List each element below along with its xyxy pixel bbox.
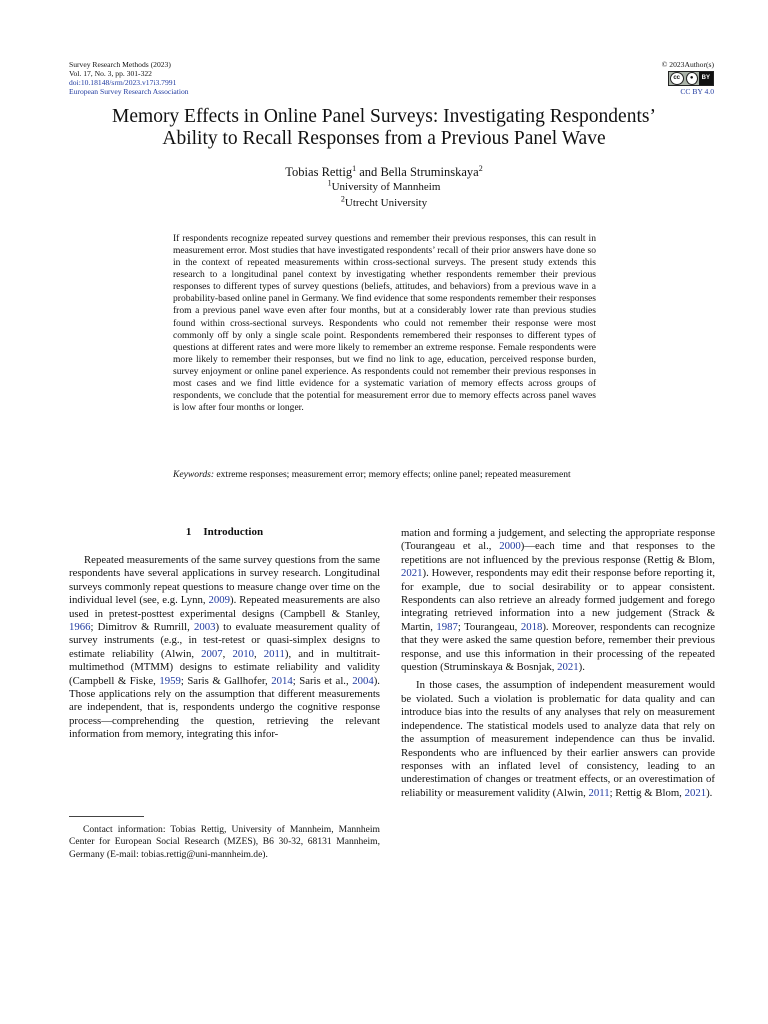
text-run: ; Saris et al., xyxy=(292,674,353,687)
citation-link[interactable]: 2004 xyxy=(352,674,374,687)
text-run: ). xyxy=(578,661,585,674)
text-run: Repeated measurements of the same survey questions from the same respondents have several applications in survey research. Longitudinal surveys commonly repeat questions to measure change over time on the individual level (see, e.g. Lynn, xyxy=(69,554,380,607)
abstract: If respondents recognize repeated survey questions and remember their previous responses, this can result in measurement error. Most studies that have investigated respondents’ recall of their prior answers have done so in the context of repeated measurements within cross-sectional surveys. The present study extends this research to a longitudinal panel context by investigating whether respondents remember their previous responses to different types of survey questions (beliefs, attitudes, and behaviors) from a previous wave in a probability-based online panel in Germany. We find evidence that some respondents remember their responses from a previous panel wave even after four months, but at a considerably lower rate than previous studies found within cross-sectional surveys. Respondents who could not remember their response were most commonly off by only a single scale point. Respondents remembered their responses to different types of questions at different rates and were more likely to remember an extreme response. Female respondents were more likely to remember their responses, but we find no link to age, education, perceived response burden, survey enjoyment or online panel experience. As respondents could not remember their previous responses in most cases and we find little evidence for a systematic variation of memory effects across groups of respondents, we conclude that the potential for measurement error due to memory effects across panel waves is low after four months or longer. xyxy=(173,233,596,414)
author-list xyxy=(0,164,768,180)
cc-icon: cc xyxy=(670,72,684,85)
section-heading xyxy=(69,525,380,539)
affiliation-2-name: Utrecht University xyxy=(344,197,428,209)
text-run: , xyxy=(253,647,264,660)
text-run: , xyxy=(222,647,233,660)
section-title: Introduction xyxy=(203,526,264,538)
citation-link[interactable]: 1966 xyxy=(69,621,91,634)
citation-link[interactable]: 2021 xyxy=(557,661,579,674)
journal-volume: Vol. 17, No. 3, pp. 301-322 xyxy=(69,69,152,78)
author-2: Bella Struminskaya xyxy=(380,165,479,179)
intro-paragraph-2 xyxy=(401,679,715,800)
footnote-divider xyxy=(69,816,144,817)
text-run: ) to evaluate measurement quality of survey instruments (e.g., in test-retest or quasi-simplex designs to estimate reliability (Alwin, xyxy=(69,621,381,660)
keywords-label: Keywords: xyxy=(173,469,215,480)
license-link[interactable]: CC BY 4.0 xyxy=(680,87,714,96)
author-1: Tobias Rettig xyxy=(285,165,353,179)
text-run: ; Saris & Gallhofer, xyxy=(180,674,272,687)
citation-link[interactable]: 2011 xyxy=(588,786,610,799)
intro-paragraph-1 xyxy=(69,554,380,742)
keywords xyxy=(173,469,596,481)
cc-by-label: BY xyxy=(699,72,713,85)
journal-header xyxy=(69,60,189,96)
affiliation-2-mark: 2 xyxy=(340,194,345,204)
citation-link[interactable]: 2021 xyxy=(684,786,707,799)
text-run: In those cases, the assumption of independent measurement would be violated. Such a violation is problematic for data quality and can introduce bias into the results of any analyses that rely on measurement independence. The statistical models used to analyze data that rely on the assumption of measurement independence can thus be invalid. Respondents who are influenced by their earlier answers can provide responses with an inflated level of consistency, leading to an underestimation of changes or treatment effects, or an overestimation of reliability or measurement validity (Alwin, xyxy=(401,679,715,799)
citation-link[interactable]: 1987 xyxy=(436,620,458,633)
section-number: 1 xyxy=(185,526,192,538)
right-column xyxy=(401,527,715,800)
journal-name: Survey Research Methods (2023) xyxy=(69,60,171,69)
attribution-person-icon: ● xyxy=(686,72,698,85)
text-run: ), and in multitrait-multimethod (MTMM) designs to estimate reliability and validity (Campbell & Fiske, xyxy=(69,647,380,687)
text-run: ). xyxy=(706,786,713,799)
text-run: ). Moreover, respondents can recognize that they were asked the same question before, remember their previous response, and use this information in their processing of the repeated question (Struminskaya & Bosnjak, xyxy=(401,620,715,674)
text-run: )—each time and that responses to the repetitions are not influenced by the previous response (Rettig & Blom, xyxy=(401,540,715,566)
text-run: mation and forming a judgement, and selecting the appropriate response (Tourangeau et al., xyxy=(401,527,715,553)
citation-link[interactable]: 2007 xyxy=(201,647,223,660)
author-1-affiliation-mark: 1 xyxy=(352,163,357,173)
title-line-2: Ability to Recall Responses from a Previous Panel Wave xyxy=(162,128,606,149)
cc-license-badge[interactable] xyxy=(668,71,714,86)
contact-footnote: Contact information: Tobias Rettig, University of Mannheim, Mannheim Center for European Social Research (MZES), B6 30-32, 68131 Mannheim, Germany (E-mail: tobias.rettig@uni-mannheim.de). xyxy=(69,824,380,860)
license-header xyxy=(662,60,714,96)
text-run: ; Rettig & Blom, xyxy=(609,786,685,799)
citation-link[interactable]: 2021 xyxy=(401,567,423,580)
citation-link[interactable]: 2018 xyxy=(520,620,543,633)
citation-link[interactable]: 2011 xyxy=(263,647,285,660)
affiliation-1 xyxy=(0,180,768,194)
citation-link[interactable]: 2000 xyxy=(499,540,521,553)
affiliation-1-name: University of Mannheim xyxy=(331,181,441,193)
doi-link[interactable]: doi:10.18148/srm/2023.v17i3.7991 xyxy=(69,78,177,87)
text-run: ). However, respondents may edit their response before reporting it, for example, due to social desirability or to appear consistent. Respondents can also retrieve an already formed judgement and forego integrating retrieved information into a new judgement (Strack & Martin, xyxy=(401,567,715,633)
text-run: ; Tourangeau, xyxy=(457,620,521,633)
citation-link[interactable]: 2009 xyxy=(208,594,231,607)
text-run: ; Dimitrov & Rumrill, xyxy=(90,621,194,634)
author-2-affiliation-mark: 2 xyxy=(478,163,483,173)
text-run: ). Those applications rely on the assumption that different measurements are independent, that is, respondents undergo the cognitive response process—comprehending the question, retrieving the relevant information from memory, integrating this infor- xyxy=(69,674,380,741)
title-line-1: Memory Effects in Online Panel Surveys: Investigating Respondents’ xyxy=(112,106,656,127)
copyright-notice: © 2023Author(s) xyxy=(661,60,714,69)
left-column xyxy=(69,525,380,742)
citation-link[interactable]: 1959 xyxy=(159,674,181,687)
association-link[interactable]: European Survey Research Association xyxy=(69,87,189,96)
citation-link[interactable]: 2014 xyxy=(271,674,293,687)
text-run: ). Repeated measurements are also used in pretest-posttest experimental designs (Campbell & Stanley, xyxy=(69,594,380,620)
affiliation-2 xyxy=(0,196,768,210)
keywords-list: extreme responses; measurement error; memory effects; online panel; repeated measurement xyxy=(216,469,571,480)
paper-title xyxy=(60,106,708,150)
citation-link[interactable]: 2010 xyxy=(232,647,254,660)
affiliation-1-mark: 1 xyxy=(327,178,332,188)
citation-link[interactable]: 2003 xyxy=(193,621,216,634)
author-joiner: and xyxy=(356,165,381,179)
intro-paragraph-1-continued xyxy=(401,527,715,674)
